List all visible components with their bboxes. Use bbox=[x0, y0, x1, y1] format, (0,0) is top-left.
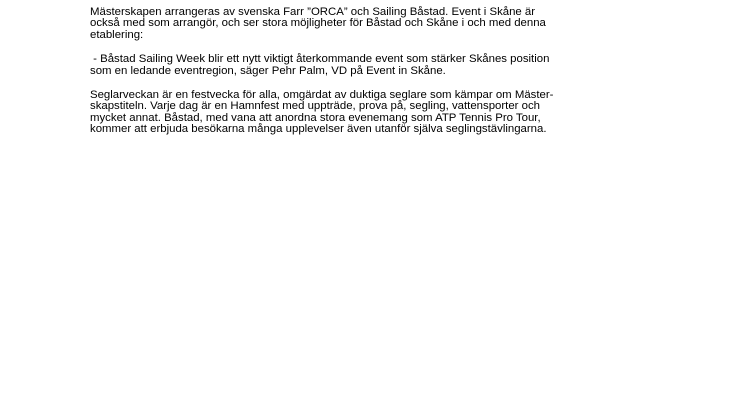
paragraph-quote bbox=[90, 54, 660, 77]
text-line: också med som arrangör, och ser stora möjligheter för Båstad och Skåne i och med denna bbox=[90, 17, 546, 30]
text-line: etablering: bbox=[90, 28, 144, 41]
paragraph-festival-week bbox=[90, 90, 660, 136]
text-line: som en ledande eventregion, säger Pehr Palm, VD på Event in Skåne. bbox=[90, 64, 446, 77]
text-line: - Båstad Sailing Week blir ett nytt viktigt återkommande event som stärker Skånes position bbox=[90, 53, 550, 66]
text-line: Seglarveckan är en festvecka för alla, omgärdat av duktiga seglare som kämpar om Mäster- bbox=[90, 89, 554, 102]
document-page bbox=[90, 7, 660, 149]
text-line: mycket annat. Båstad, med vana att anordna stora evenemang som ATP Tennis Pro Tour, bbox=[90, 111, 541, 124]
text-line: Mästerskapen arrangeras av svenska Farr ”ORCA” och Sailing Båstad. Event i Skåne är bbox=[90, 6, 536, 18]
paragraph-organizers bbox=[90, 7, 660, 41]
text-line: skapstiteln. Varje dag är en Hamnfest med uppträde, prova på, segling, vattensporter och bbox=[90, 100, 540, 113]
text-line: kommer att erbjuda besökarna många upplevelser även utanför själva seglingstävlingarna. bbox=[90, 123, 547, 136]
